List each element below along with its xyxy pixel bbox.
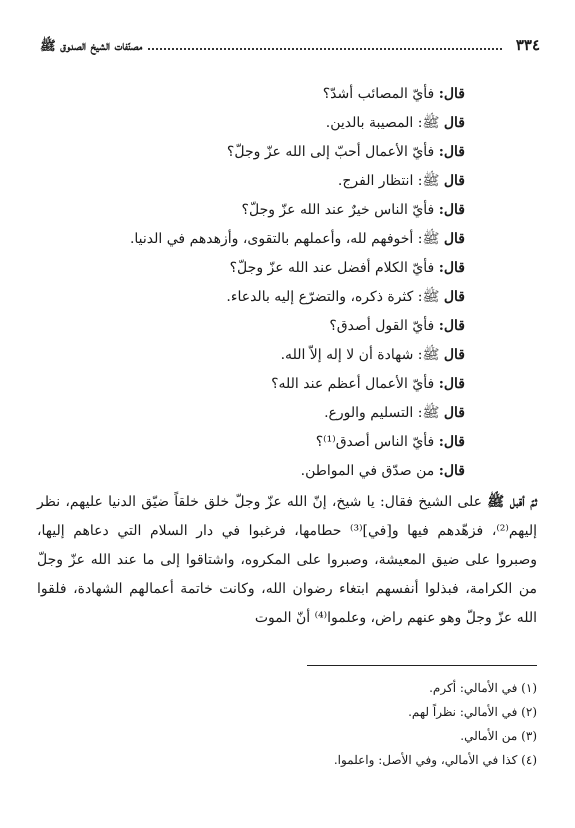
speaker-label: قال:: [438, 434, 465, 450]
line-text: ﷺ: المصيبة بالدين.: [325, 115, 444, 131]
line-text: ﷺ: شهادة أن لا إله إلاّ الله.: [280, 347, 444, 363]
dialog-line: [45, 370, 465, 399]
speaker-label: قال: [443, 115, 465, 131]
footnote-divider: [307, 665, 537, 666]
line-text: فأيّ الكلام أفضل عند الله عزّ وجلّ؟: [229, 260, 439, 276]
line-text: ﷺ: التسليم والورع.: [324, 405, 444, 421]
line-text: من صدّق في المواطن.: [300, 463, 439, 479]
dialog-line: [45, 457, 465, 486]
speaker-label: قال: [443, 405, 465, 421]
line-text: فأيّ الأعمال أعظم عند الله؟: [271, 376, 439, 392]
line-text: ﷺ: انتظار الفرج.: [337, 173, 444, 189]
speaker-label: قال: [443, 173, 465, 189]
header-leader-dots: [148, 38, 502, 50]
dialog-line: [45, 109, 465, 138]
speaker-label: قال:: [438, 376, 465, 392]
speaker-label: قال:: [438, 318, 465, 334]
speaker-label: قال: [443, 231, 465, 247]
speaker-label: قال:: [438, 202, 465, 218]
running-header: [40, 36, 540, 58]
dialog-line: [45, 225, 465, 254]
paragraph-lead: ثمّ أقبل ﷺ: [487, 494, 537, 510]
dialog-line: [45, 80, 465, 109]
dialog-line: [45, 428, 465, 457]
speaker-label: قال: [443, 289, 465, 305]
paragraph-body: على الشيخ فقال: يا شيخ، إنّ الله عزّ وجلّ خلق خلقاً ضيّق الدنيا عليهم، نظر إليهم⁽²⁾، فزهّدهم فيها و[في]⁽³⁾ حطامها، فرغبوا في دار السلام التي دعاهم إليها، وصبروا على ضيق المعيشة، وصبروا على المكروه، واشتاقوا إلى ما عند الله عزّ وجلّ من الكرامة، فبذلوا أنفسهم ابتغاء رضوان الله، وكانت خاتمة أعمالهم الشهادة، فلقوا الله عزّ وجلّ وهو عنهم راض، وعلموا⁽⁴⁾ أنّ الموت: [37, 494, 537, 626]
footnote: (٤) كذا في الأمالي، وفي الأصل: واعلموا.: [333, 753, 537, 767]
speaker-label: قال:: [438, 463, 465, 479]
line-text: فأيّ القول أصدق؟: [329, 318, 439, 334]
footnotes: [37, 676, 537, 772]
dialog-line: [45, 254, 465, 283]
speaker-label: قال:: [438, 260, 465, 276]
line-text: فأيّ الناس خيرٌ عند الله عزّ وجلّ؟: [241, 202, 439, 218]
dialog-line: [45, 341, 465, 370]
line-text: فأيّ الأعمال أحبّ إلى الله عزّ وجلّ؟: [226, 144, 439, 160]
line-text: ﷺ: كثرة ذكره، والتضرّع إليه بالدعاء.: [226, 289, 444, 305]
dialog-line: [45, 283, 465, 312]
speaker-label: قال:: [438, 144, 465, 160]
dialog-line: [45, 196, 465, 225]
footnote: (١) في الأمالي: أكرم.: [429, 681, 537, 695]
body-paragraph: [37, 488, 537, 633]
running-title: مصنّفات الشيخ الصدوق ﷺ: [40, 39, 143, 54]
speaker-label: قال:: [438, 86, 465, 102]
dialog-line: [45, 167, 465, 196]
page-number: ٣٣٤: [515, 36, 540, 54]
speaker-label: قال: [443, 347, 465, 363]
line-text: فأيّ المصائب أشدّ؟: [322, 86, 439, 102]
dialog-line: [45, 399, 465, 428]
footnote: (٢) في الأمالي: نظراً لهم.: [408, 705, 537, 719]
line-text: فأيّ الناس أصدق⁽¹⁾؟: [315, 434, 439, 450]
footnote: (٣) من الأمالي.: [460, 729, 537, 743]
dialog-block: [45, 80, 465, 486]
dialog-line: [45, 138, 465, 167]
line-text: ﷺ: أخوفهم لله، وأعملهم بالتقوى، وأزهدهم في الدنيا.: [129, 231, 444, 247]
dialog-line: [45, 312, 465, 341]
